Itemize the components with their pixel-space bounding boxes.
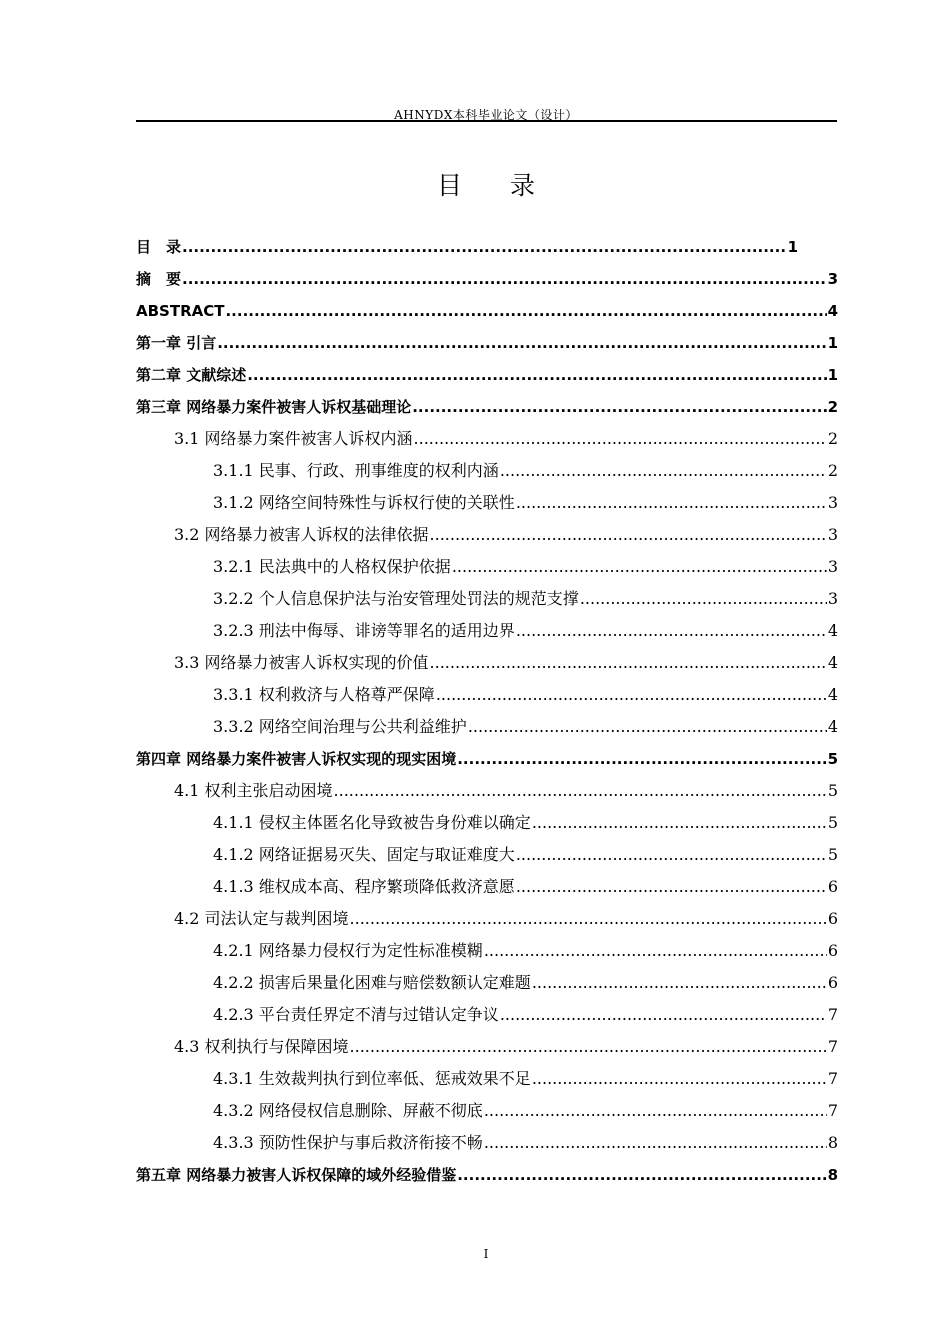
toc-entry-page: 2 <box>827 429 838 448</box>
toc-entry[interactable] <box>136 298 838 330</box>
toc-entry-label: 4.2.1 网络暴力侵权行为定性标准模糊 <box>213 941 483 960</box>
toc-entry[interactable] <box>136 1098 838 1130</box>
toc-dot-leader <box>457 746 826 772</box>
toc-dot-leader <box>334 778 827 804</box>
toc-entry-page: 3 <box>827 493 838 512</box>
toc-entry[interactable] <box>136 394 838 426</box>
toc-dot-leader <box>457 1162 826 1188</box>
toc-entry[interactable] <box>136 810 838 842</box>
toc-dot-leader <box>468 714 827 740</box>
toc-entry-page: 1 <box>827 366 838 384</box>
toc-entry[interactable] <box>136 266 838 298</box>
toc-dot-leader <box>182 234 787 260</box>
toc-entry-label: 第四章 网络暴力案件被害人诉权实现的现实困境 <box>136 750 457 768</box>
toc-entry-page: 7 <box>827 1037 838 1056</box>
toc-dot-leader <box>414 426 827 452</box>
toc-entry-label: 3.2 网络暴力被害人诉权的法律依据 <box>174 525 429 544</box>
toc-entry-label: 4.2 司法认定与裁判困境 <box>174 909 349 928</box>
toc-entry-page: 6 <box>827 941 838 960</box>
toc-entry-page: 5 <box>827 845 838 864</box>
toc-dot-leader <box>532 970 827 996</box>
toc-entry[interactable] <box>136 746 838 778</box>
toc-entry-label: 3.2.3 刑法中侮辱、诽谤等罪名的适用边界 <box>213 621 515 640</box>
toc-entry-page: 3 <box>827 589 838 608</box>
toc-entry-page: 3 <box>827 525 838 544</box>
toc-dot-leader <box>247 362 826 388</box>
toc-entry[interactable] <box>136 330 838 362</box>
toc-entry[interactable] <box>136 842 838 874</box>
toc-entry-page: 4 <box>827 717 838 736</box>
toc-entry-label: 4.1.1 侵权主体匿名化导致被告身份难以确定 <box>213 813 531 832</box>
toc-dot-leader <box>516 618 827 644</box>
toc-entry-page: 5 <box>827 813 838 832</box>
toc-entry-label: ABSTRACT <box>136 302 225 320</box>
toc-dot-leader <box>430 650 827 676</box>
toc-entry-label: 4.3.2 网络侵权信息删除、屏蔽不彻底 <box>213 1101 483 1120</box>
toc-entry-label: 4.2.2 损害后果量化困难与赔偿数额认定难题 <box>213 973 531 992</box>
toc-entry-page: 1 <box>827 334 838 352</box>
toc-dot-leader <box>532 1066 827 1092</box>
toc-entry-label: 第五章 网络暴力被害人诉权保障的域外经验借鉴 <box>136 1166 457 1184</box>
toc-entry-label: 3.1 网络暴力案件被害人诉权内涵 <box>174 429 413 448</box>
toc-entry-page: 6 <box>827 909 838 928</box>
toc-entry-label: 摘 要 <box>136 270 182 288</box>
toc-dot-leader <box>484 938 827 964</box>
toc-dot-leader <box>412 394 826 420</box>
toc-entry[interactable] <box>136 778 838 810</box>
toc-dot-leader <box>350 1034 827 1060</box>
toc-entry-page: 7 <box>827 1069 838 1088</box>
toc-entry-page: 6 <box>827 877 838 896</box>
toc-entry-label: 3.3.2 网络空间治理与公共利益维护 <box>213 717 467 736</box>
toc-entry-label: 4.3 权利执行与保障困境 <box>174 1037 349 1056</box>
toc-entry-page: 1 <box>787 238 798 256</box>
toc-dot-leader <box>516 490 827 516</box>
toc-entry[interactable] <box>136 1034 838 1066</box>
toc-entry-page: 8 <box>827 1166 838 1184</box>
toc-entry-page: 7 <box>827 1101 838 1120</box>
toc-entry[interactable] <box>136 586 838 618</box>
toc-entry[interactable] <box>136 426 838 458</box>
toc-entry[interactable] <box>136 1002 838 1034</box>
toc-dot-leader <box>484 1130 827 1156</box>
toc-entry-page: 4 <box>827 302 838 320</box>
toc-entry-page: 4 <box>827 685 838 704</box>
toc-entry[interactable] <box>136 714 838 746</box>
toc-entry-page: 6 <box>827 973 838 992</box>
toc-entry-label: 3.2.1 民法典中的人格权保护依据 <box>213 557 451 576</box>
toc-dot-leader <box>484 1098 827 1124</box>
toc-entry-label: 4.3.3 预防性保护与事后救济衔接不畅 <box>213 1133 483 1152</box>
toc-entry-label: 3.2.2 个人信息保护法与治安管理处罚法的规范支撑 <box>213 589 579 608</box>
toc-entry-label: 第三章 网络暴力案件被害人诉权基础理论 <box>136 398 412 416</box>
toc-dot-leader <box>436 682 827 708</box>
toc-entry-label: 4.1.3 维权成本高、程序繁琐降低救济意愿 <box>213 877 515 896</box>
toc-entry[interactable] <box>136 522 838 554</box>
toc-entry[interactable] <box>136 490 838 522</box>
toc-entry-page: 4 <box>827 653 838 672</box>
toc-entry-page: 3 <box>827 557 838 576</box>
toc-entry-label: 目 录 <box>136 238 182 256</box>
toc-entry[interactable] <box>136 1162 838 1194</box>
toc-entry[interactable] <box>136 234 798 266</box>
toc-entry[interactable] <box>136 938 838 970</box>
toc-entry-label: 4.3.1 生效裁判执行到位率低、惩戒效果不足 <box>213 1069 531 1088</box>
toc-entry[interactable] <box>136 1130 838 1162</box>
toc-entry[interactable] <box>136 1066 838 1098</box>
toc-title: 目 录 <box>437 171 555 200</box>
toc-dot-leader <box>225 298 826 324</box>
page-number: I <box>483 1247 489 1261</box>
toc-dot-leader <box>430 522 827 548</box>
toc-dot-leader <box>500 1002 827 1028</box>
toc-entry[interactable] <box>136 458 838 490</box>
toc-entry-label: 4.1 权利主张启动困境 <box>174 781 333 800</box>
toc-entry-page: 5 <box>827 781 838 800</box>
toc-dot-leader <box>350 906 827 932</box>
toc-entry[interactable] <box>136 650 838 682</box>
toc-entry[interactable] <box>136 874 838 906</box>
toc-dot-leader <box>500 458 827 484</box>
toc-entry[interactable] <box>136 362 838 394</box>
toc-entry[interactable] <box>136 682 838 714</box>
toc-dot-leader <box>217 330 826 356</box>
toc-entry-page: 4 <box>827 621 838 640</box>
running-header: AHNYDX本科毕业论文（设计） <box>394 108 578 122</box>
toc-entry[interactable] <box>136 970 838 1002</box>
toc-entry-label: 4.2.3 平台责任界定不清与过错认定争议 <box>213 1005 499 1024</box>
toc-entry-label: 3.3.1 权利救济与人格尊严保障 <box>213 685 435 704</box>
toc-entry-label: 4.1.2 网络证据易灭失、固定与取证难度大 <box>213 845 515 864</box>
toc-entry-page: 2 <box>827 398 838 416</box>
toc-entry[interactable] <box>136 618 838 650</box>
header-rule <box>136 120 837 122</box>
toc-dot-leader <box>532 810 827 836</box>
toc-entry-page: 3 <box>827 270 838 288</box>
toc-entry-page: 2 <box>827 461 838 480</box>
toc-entry-page: 8 <box>827 1133 838 1152</box>
toc-entry-label: 3.1.2 网络空间特殊性与诉权行使的关联性 <box>213 493 515 512</box>
toc-entry[interactable] <box>136 906 838 938</box>
toc-entry-page: 7 <box>827 1005 838 1024</box>
toc-dot-leader <box>452 554 827 580</box>
toc-entry-label: 第一章 引言 <box>136 334 217 352</box>
toc-dot-leader <box>182 266 827 292</box>
toc-entry-label: 第二章 文献综述 <box>136 366 247 384</box>
toc-dot-leader <box>516 874 827 900</box>
toc-list <box>136 234 838 1194</box>
toc-entry-label: 3.1.1 民事、行政、刑事维度的权利内涵 <box>213 461 499 480</box>
toc-dot-leader <box>580 586 827 612</box>
toc-dot-leader <box>516 842 827 868</box>
toc-entry-page: 5 <box>827 750 838 768</box>
toc-entry-label: 3.3 网络暴力被害人诉权实现的价值 <box>174 653 429 672</box>
toc-entry[interactable] <box>136 554 838 586</box>
